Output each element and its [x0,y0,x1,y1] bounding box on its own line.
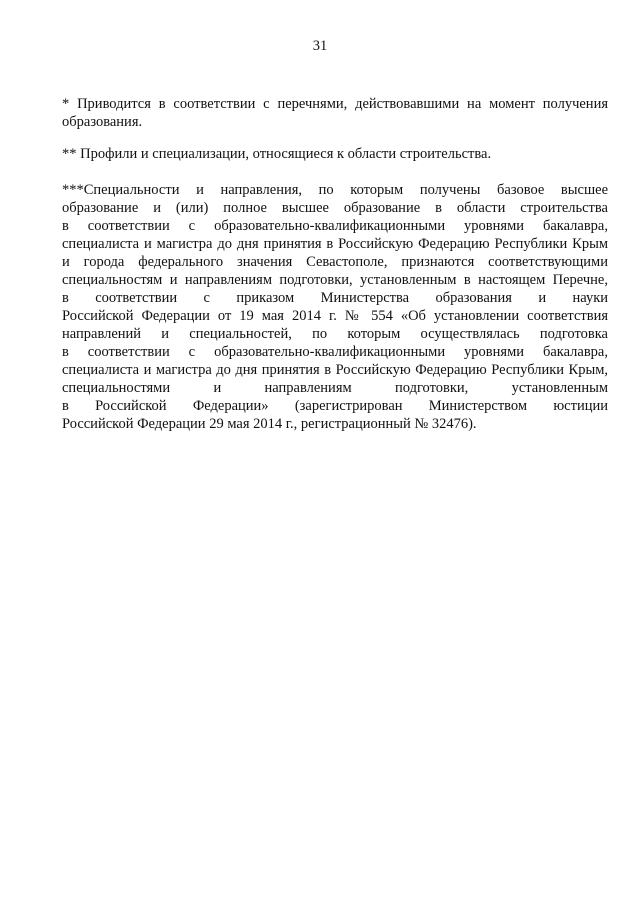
footnote-3-line: и города федерального значения Севастополе, признаются соответствующими [62,254,608,270]
footnote-3-line: ***Специальности и направления, по которым получены базовое высшее [62,182,608,198]
page-number: 31 [312,38,328,54]
footnote-3-line: специальностям и направлениям подготовки, установленным в настоящем Перечне, [62,272,608,288]
footnote-3-line: Российской Федерации 29 мая 2014 г., регистрационный № 32476). [62,416,477,432]
footnote-3-line: в соответствии с образовательно-квалификационными уровнями бакалавра, [62,344,608,360]
footnote-3-line: в соответствии с образовательно-квалификационными уровнями бакалавра, [62,218,608,234]
footnote-2 [62,145,608,163]
footnote-2-line: ** Профили и специализации, относящиеся к области строительства. [62,146,492,162]
footnote-3-line: в Российской Федерации» (зарегистрирован Министерством юстиции [62,398,608,414]
footnote-3-line: специалиста и магистра до дня принятия в Российскую Федерацию Республики Крым [62,236,608,252]
footnote-3-line: направлений и специальностей, по которым осуществлялась подготовка [62,326,608,342]
footnote-3-line: в соответствии с приказом Министерства образования и науки [62,290,608,306]
footnote-3-line: специалиста и магистра до дня принятия в Российскую Федерацию Республики Крым, [62,362,608,378]
footnote-3-line: Российской Федерации от 19 мая 2014 г. № 554 «Об установлении соответствия [62,308,608,324]
footnote-3 [62,181,608,433]
footnote-3-line: специальностями и направлениям подготовки, установленным [62,380,608,396]
footnote-1-line: образования. [62,114,143,130]
footnote-1 [62,95,608,131]
footnote-1-line: * Приводится в соответствии с перечнями, действовавшими на момент получения [62,96,608,112]
footnote-3-line: образование и (или) полное высшее образование в области строительства [62,200,608,216]
